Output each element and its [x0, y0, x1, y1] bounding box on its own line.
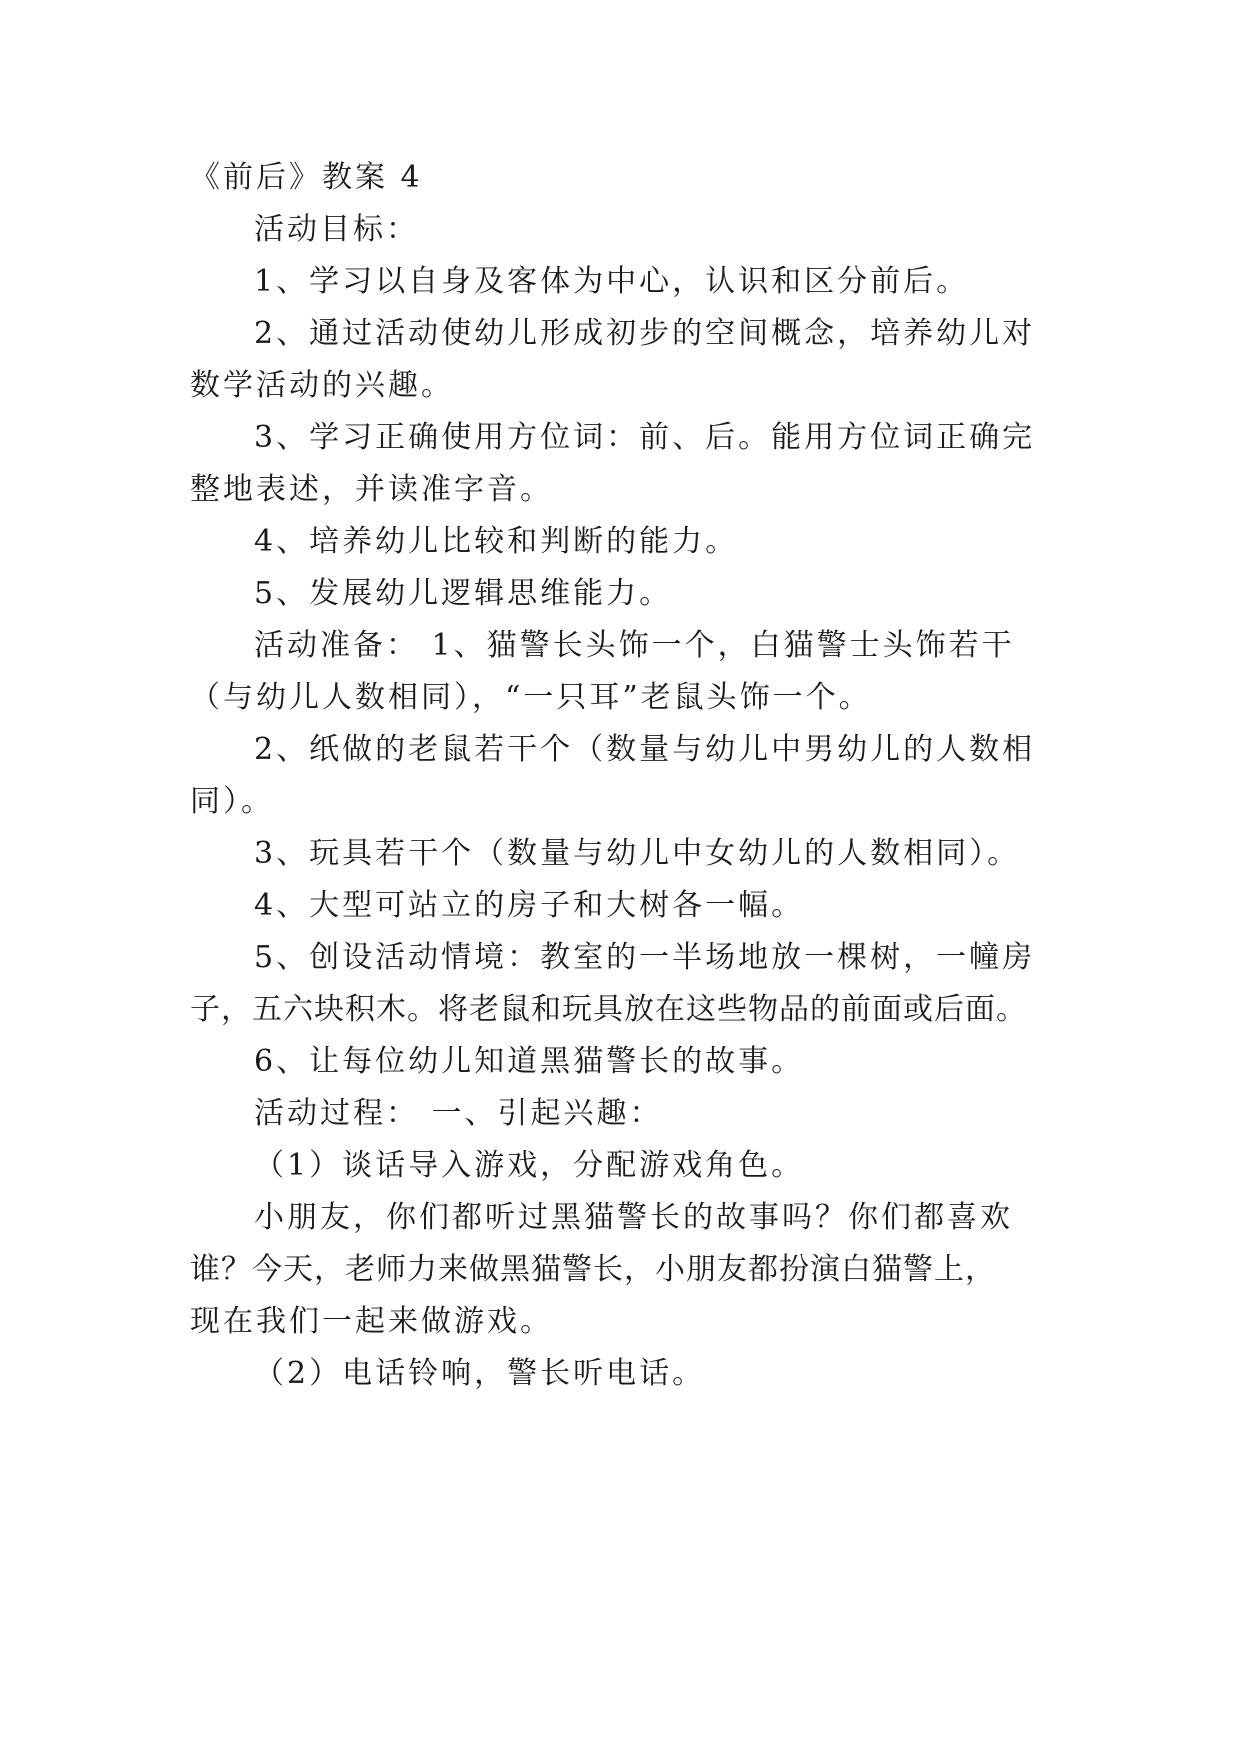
section-heading-goals: 活动目标： [254, 212, 419, 247]
paragraph-line: 5、发展幼儿逻辑思维能力。 [254, 576, 673, 611]
section-heading-preparation: 活动准备： 1、猫警长头饰一个，白猫警士头饰若干 [254, 628, 1015, 663]
paragraph-line: 子，五六块积木。将老鼠和玩具放在这些物品的前面或后面。 [190, 992, 1027, 1027]
paragraph-line: 4、大型可站立的房子和大树各一幅。 [254, 888, 805, 923]
paragraph-line: （与幼儿人数相同），“一只耳”老鼠头饰一个。 [190, 680, 872, 715]
paragraph-line: 5、创设活动情境：教室的一半场地放一棵树，一幢房 [254, 940, 1036, 975]
paragraph-line: 6、让每位幼儿知道黑猫警长的故事。 [254, 1044, 805, 1079]
paragraph-line: 4、培养幼儿比较和判断的能力。 [254, 524, 739, 559]
paragraph-line: 数学活动的兴趣。 [190, 368, 454, 403]
paragraph-line: 整地表述，并读准字音。 [190, 472, 553, 507]
paragraph-line: （2）电话铃响，警长听电话。 [254, 1356, 706, 1391]
paragraph-line: 小朋友，你们都听过黑猫警长的故事吗？你们都喜欢 [254, 1200, 1013, 1235]
section-heading-process: 活动过程： 一、引起兴趣： [254, 1096, 663, 1131]
paragraph-line: 2、纸做的老鼠若干个（数量与幼儿中男幼儿的人数相 [254, 732, 1036, 767]
paragraph-line: （1）谈话导入游戏，分配游戏角色。 [254, 1148, 805, 1183]
paragraph-line: 现在我们一起来做游戏。 [190, 1304, 553, 1339]
paragraph-line: 同）。 [190, 784, 274, 819]
document-title: 《前后》教案 4 [190, 160, 423, 195]
paragraph-line: 谁？今天，老师力来做黑猫警长，小朋友都扮演白猫警上， [190, 1252, 996, 1287]
paragraph-line: 2、通过活动使幼儿形成初步的空间概念，培养幼儿对 [254, 316, 1036, 351]
paragraph-line: 3、学习正确使用方位词：前、后。能用方位词正确完 [254, 420, 1036, 455]
paragraph-line: 3、玩具若干个（数量与幼儿中女幼儿的人数相同）。 [254, 836, 1021, 871]
paragraph-line: 1、学习以自身及客体为中心，认识和区分前后。 [254, 264, 970, 299]
